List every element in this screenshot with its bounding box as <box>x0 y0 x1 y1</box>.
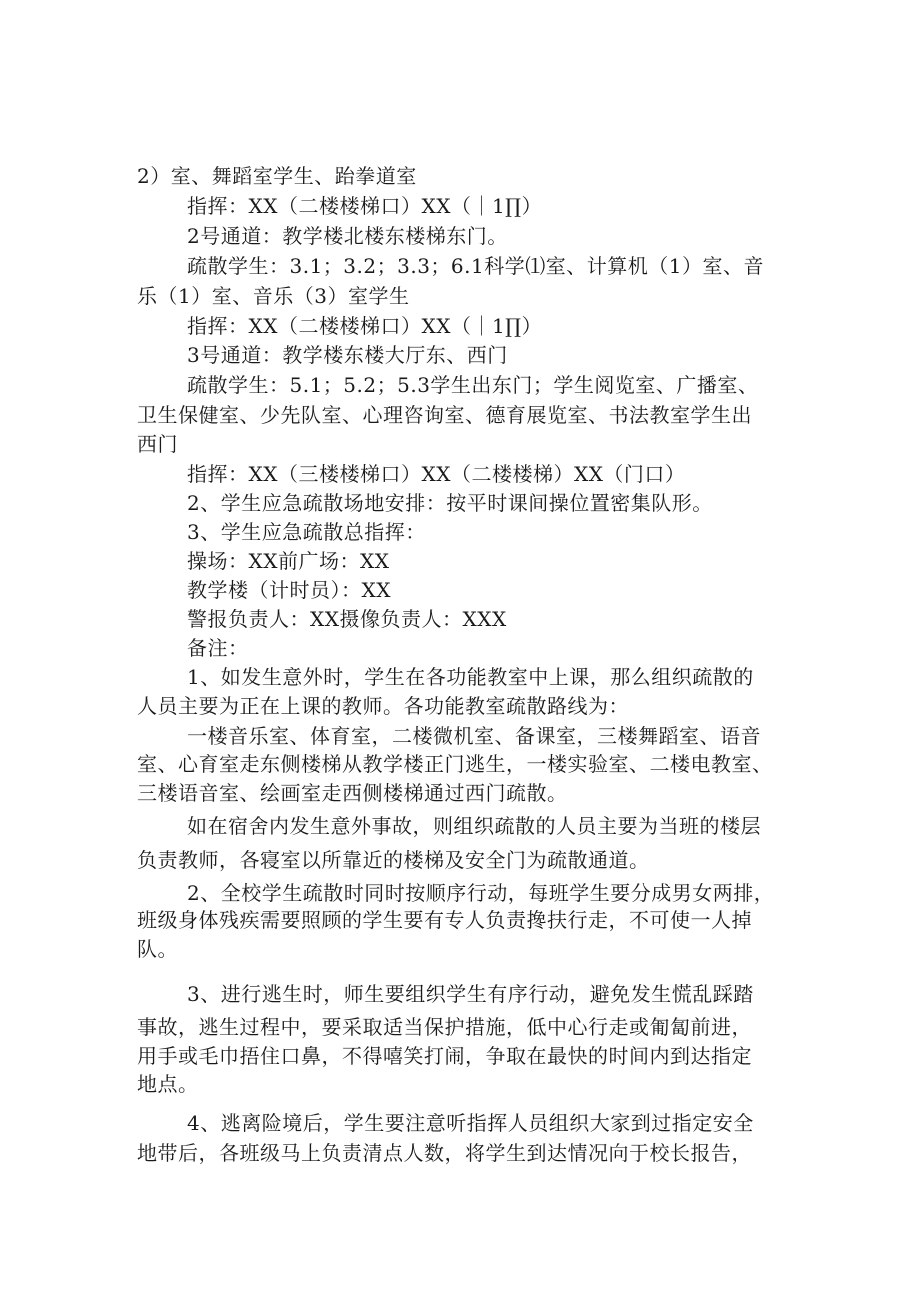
text-line: 三楼语音室、绘画室走西侧楼梯通过西门疏散。 <box>137 781 568 805</box>
text-line: 2）室、舞蹈室学生、跆拳道室 <box>137 164 417 188</box>
text-line: 3号通道：教学楼东楼大厅东、西门 <box>187 343 508 367</box>
text-line: 如在宿舍内发生意外事故，则组织疏散的人员主要为当班的楼层 <box>187 814 761 838</box>
text-line: 2号通道：教学楼北楼东楼梯东门。 <box>187 224 508 248</box>
text-line: 疏散学生：5.1；5.2；5.3学生出东门；学生阅览室、广播室、 <box>187 373 759 397</box>
text-line: 人员主要为正在上课的教师。各功能教室疏散路线为： <box>137 694 629 718</box>
text-line: 警报负责人：XX摄像负责人：XXX <box>187 607 507 631</box>
text-line: 西门 <box>137 432 178 456</box>
text-line: 队。 <box>137 937 178 961</box>
text-line: 乐（1）室、音乐（3）室学生 <box>137 284 410 308</box>
text-line: 用手或毛巾捂住口鼻，不得嘻笑打闹，争取在最快的时间内到达指定 <box>137 1044 752 1068</box>
text-line: 指挥：XX（二楼楼梯口）XX（｜1∏） <box>187 314 543 338</box>
text-line: 2、全校学生疏散时同时按顺序行动，每班学生要分成男女两排， <box>187 881 775 905</box>
text-line: 指挥：XX（三楼楼梯口）XX（二楼楼梯）XX（门口） <box>187 462 686 486</box>
text-line: 卫生保健室、少先队室、心理咨询室、德育展览室、书法教室学生出 <box>137 403 752 427</box>
text-line: 指挥：XX（二楼楼梯口）XX（｜1∏） <box>187 194 543 218</box>
text-line: 一楼音乐室、体育室，二楼微机室、备课室，三楼舞蹈室、语音 <box>187 724 761 748</box>
text-line: 班级身体残疾需要照顾的学生要有专人负责搀扶行走，不可使一人掉 <box>137 908 752 932</box>
text-line: 疏散学生：3.1；3.2；3.3；6.1科学⑴室、计算机（1）室、音 <box>187 254 764 278</box>
text-line: 操场：XX前广场：XX <box>187 549 390 573</box>
text-line: 2、学生应急疏散场地安排：按平时课间操位置密集队形。 <box>187 491 713 515</box>
text-line: 3、进行逃生时，师生要组织学生有序行动，避免发生慌乱踩踏 <box>187 982 754 1006</box>
text-line: 事故，逃生过程中，要采取适当保护措施，低中心行走或匍匐前进， <box>137 1015 752 1039</box>
text-line: 教学楼（计时员）：XX <box>187 578 391 602</box>
text-line: 地点。 <box>137 1072 199 1096</box>
text-line: 3、学生应急疏散总指挥： <box>187 520 426 544</box>
text-line: 1、如发生意外时，学生在各功能教室中上课，那么组织疏散的 <box>187 665 754 689</box>
text-line: 室、心育室走东侧楼梯从教学楼正门逃生，一楼实验室、二楼电教室、 <box>137 752 773 776</box>
text-line: 地带后，各班级马上负责清点人数，将学生到达情况向于校长报告， <box>137 1141 752 1165</box>
text-line: 负责教师，各寝室以所靠近的楼梯及安全门为疏散通道。 <box>137 848 650 872</box>
text-line: 4、逃离险境后，学生要注意听指挥人员组织大家到过指定安全 <box>187 1111 754 1135</box>
text-line: 备注： <box>187 636 249 660</box>
